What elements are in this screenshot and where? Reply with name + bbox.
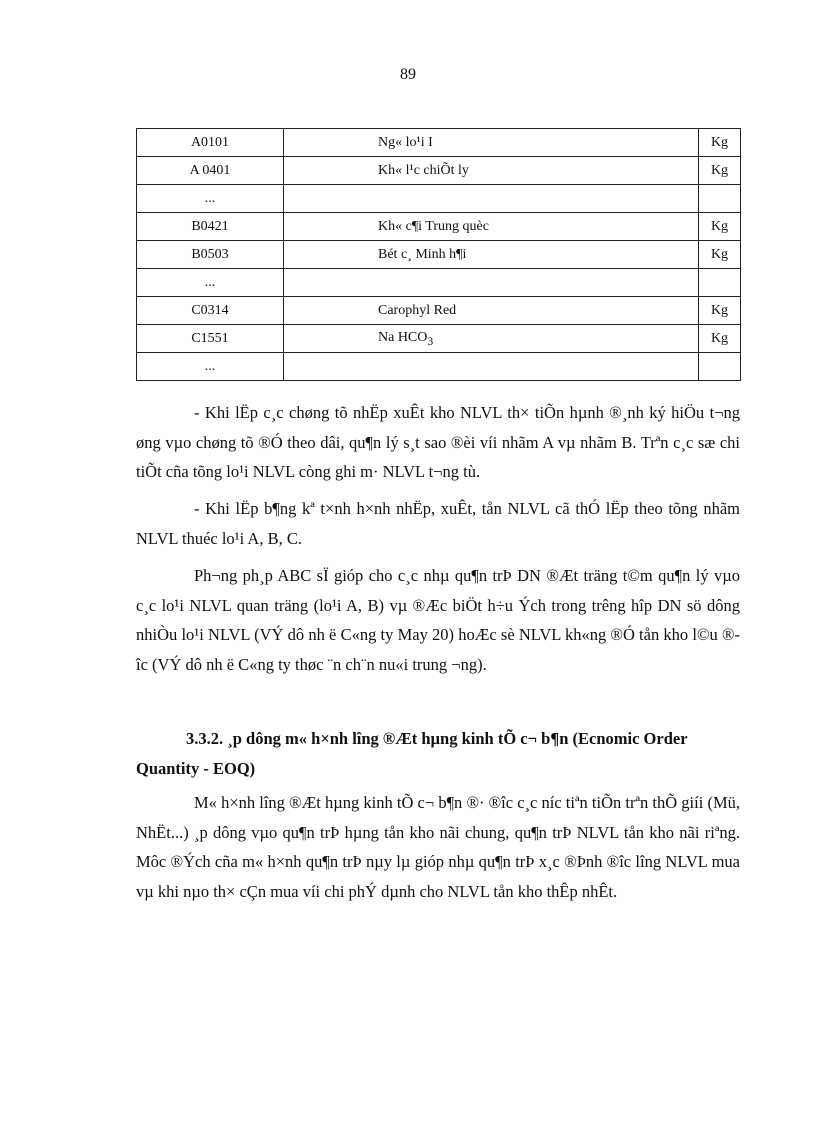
table-row bbox=[137, 269, 741, 297]
name-cell: Ng« lo¹i I bbox=[284, 129, 699, 157]
unit-cell: Kg bbox=[699, 297, 741, 325]
table-row bbox=[137, 353, 741, 381]
code-cell: ... bbox=[137, 353, 284, 381]
unit-cell: Kg bbox=[699, 325, 741, 353]
paragraph-marking-vouchers: - Khi lËp c¸c chøng tõ nhËp xuÊt kho NLVL th× tiÕn hµnh ®¸nh ký hiÖu t¬ng øng vµo chøng tõ ®Ó theo dâi, qu¶n lý s¸t sao ®èi víi nhãm A vµ nhãm B. Trªn c¸c sæ chi tiÕt cña tõng lo¹i NLVL còng ghi m· NLVL t¬ng tù. bbox=[136, 403, 740, 481]
unit-cell bbox=[699, 353, 741, 381]
table-row bbox=[137, 129, 741, 157]
table-row bbox=[137, 213, 741, 241]
paragraph-abc-method: Ph¬ng ph¸p ABC sÏ gióp cho c¸c nhµ qu¶n trÞ DN ®Æt träng t©m qu¶n lý vµo c¸c lo¹i NLVL quan träng (lo¹i A, B) vµ ®Æc biÖt h÷u Ých trong trêng hîp DN sö dông nhiÒu lo¹i NLVL (VÝ dô nh ë C«ng ty May 20) hoÆc sè NLVL kh«ng ®Ó tån kho l©u ®îc (VÝ dô nh ë C«ng ty thøc ¨n ch¨n nu«i trung ¬ng). bbox=[136, 566, 740, 674]
code-cell: ... bbox=[137, 269, 284, 297]
chemical-formula: Na HCO bbox=[378, 329, 428, 345]
name-cell: Bét c¸ Minh h¶i bbox=[284, 241, 699, 269]
code-cell: A0101 bbox=[137, 129, 284, 157]
page-number: 89 bbox=[400, 66, 416, 83]
code-cell: C1551 bbox=[137, 325, 284, 353]
paragraph-eoq-model: M« h×nh lîng ®Æt hµng kinh tÕ c¬ b¶n ®· ®îc c¸c níc tiªn tiÕn trªn thÕ giíi (Mü, NhËt...) ¸p dông vµo qu¶n trÞ hµng tån kho nãi chung, qu¶n trÞ NLVL tån kho nãi riªng. Môc ®Ých cña m« h×nh qu¶n trÞ nµy lµ gióp nhµ qu¶n trÞ x¸c ®Þnh ®îc lîng NLVL mua vµ khi nµo th× cÇn mua víi chi phÝ dµnh cho NLVL tån kho thÊp nhÊt. bbox=[136, 793, 740, 901]
name-cell: Carophyl Red bbox=[284, 297, 699, 325]
name-cell bbox=[284, 353, 699, 381]
unit-cell: Kg bbox=[699, 241, 741, 269]
table-row bbox=[137, 297, 741, 325]
unit-cell: Kg bbox=[699, 129, 741, 157]
unit-cell: Kg bbox=[699, 157, 741, 185]
code-cell: B0421 bbox=[137, 213, 284, 241]
name-cell: Kh« l¹c chiÕt ly bbox=[284, 157, 699, 185]
table-row bbox=[137, 185, 741, 213]
table-row bbox=[137, 325, 741, 353]
name-cell bbox=[284, 185, 699, 213]
name-cell: Kh« c¶i Trung quèc bbox=[284, 213, 699, 241]
paragraph-stock-report: - Khi lËp b¶ng kª t×nh h×nh nhËp, xuÊt, tån NLVL cã thÓ lËp theo tõng nhãm NLVL thuéc lo¹i A, B, C. bbox=[136, 499, 740, 548]
unit-cell bbox=[699, 185, 741, 213]
materials-code-table bbox=[136, 128, 741, 381]
unit-cell bbox=[699, 269, 741, 297]
formula-subscript: 3 bbox=[427, 334, 434, 348]
code-cell: C0314 bbox=[137, 297, 284, 325]
table-row bbox=[137, 157, 741, 185]
table-row bbox=[137, 241, 741, 269]
section-heading: 3.3.2. ¸p dông m« h×nh lîng ®Æt hµng kinh tÕ c¬ b¶n (Ecnomic Order Quantity - EOQ) bbox=[136, 729, 688, 778]
code-cell: ... bbox=[137, 185, 284, 213]
code-cell: B0503 bbox=[137, 241, 284, 269]
code-cell: A 0401 bbox=[137, 157, 284, 185]
name-cell bbox=[284, 325, 699, 353]
name-cell bbox=[284, 269, 699, 297]
unit-cell: Kg bbox=[699, 213, 741, 241]
